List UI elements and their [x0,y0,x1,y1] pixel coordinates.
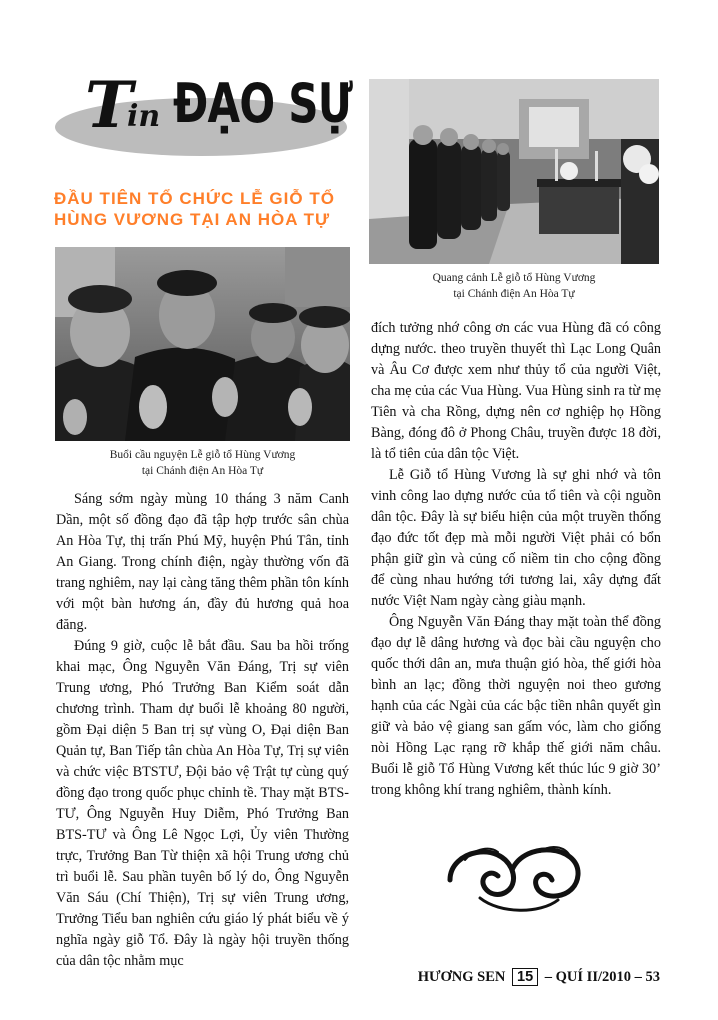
left-caption-line2: tại Chánh điện An Hòa Tự [141,465,264,477]
left-caption-line1: Buổi cầu nguyện Lễ giỗ tổ Hùng Vương [109,449,296,461]
body-paragraph: đích tưởng nhớ công ơn các vua Hùng đã có công dựng nước. theo truyền thuyết thì Lạc Long Quân và Âu Cơ được xem như thủy tổ của người Việt, cha mẹ của các Vua Hùng. Vua Hùng sinh ra từ mẹ Tiên và cha Rồng, dựng nên cơ nghiệp họ Hồng Bàng, đóng đô ở Phong Châu, truyền được 18 đời, là tổ tiên của dân tộc Việt. [371,320,661,462]
masthead-dao-su: ĐẠO SỰ [173,72,353,135]
photo-temple-interior [369,79,659,264]
masthead-in: in [127,99,161,134]
body-paragraph: Đúng 9 giờ, cuộc lễ bắt đầu. Sau ba hồi trống khai mạc, Ông Nguyễn Văn Đáng, Trị sự viên Trung ương, Phó Trưởng Ban Kiểm soát dẫn chương trình. Tham dự buổi lễ khoảng 80 người, gồm Đại diện 5 Ban trị sự vùng O, Đại diện Ban Quản tự, Ban Tiếp tân chùa An Hòa Tự, Trị sự viên và chức việc BTSTƯ, Đội bảo vệ Trật tự cùng quý đồng đạo trong quốc phục chỉnh tề. Thay mặt BTS-TƯ, Ông Nguyễn Huy Diễm, Phó Trưởng Ban BTS-TƯ và Ông Lê Ngọc Lợi, Ủy viên Thường trực, Trưởng Ban Từ thiện xã hội Trung ương chủ trì buổi lễ. Sau phần tuyên bố lý do, Ông Nguyễn Văn Sáu (Chí Thiện), Trị sự viên Trung ương, Trưởng Tiểu ban nghiên cứu giáo lý phát biểu về ý nghĩa ngày giỗ Tổ. Đây là ngày hội truyền thống của dân tộc nhằm mục [56,638,349,969]
body-column-left [56,489,349,972]
right-caption-line2: tại Chánh điện An Hòa Tự [453,288,575,300]
body-paragraph: Sáng sớm ngày mùng 10 tháng 3 năm Canh Dần, một số đồng đạo đã tập hợp trước sân chùa An Hòa Tự, thị trấn Phú Mỹ, huyện Phú Tân, tỉnh An Giang. Trong chính điện, ngày thường vốn đã trang nghiêm, nay lại càng tăng thêm phần tôn kính với một bàn hương án, đầy đủ hương quả hoa đăng. [56,491,349,633]
body-paragraph: Lễ Giỗ tổ Hùng Vương là sự ghi nhớ và tôn vinh công lao dựng nước của tổ tiên và cội nguồn dân tộc. Đây là sự biểu hiện của một truyền thống đạo đức tốt đẹp mà mỗi người Việt phải có bổn phận giữ gìn và củng cố niềm tin cho cộng đồng để cùng nhau hướng tới tương lai, xây dựng đất nước Việt Nam ngày càng giàu mạnh. [371,467,661,609]
article-title-line2: HÙNG VƯƠNG TẠI AN HÒA TỰ [54,210,331,229]
swirl-ornament-icon [440,830,590,916]
article-title [54,188,374,230]
page-footer [400,968,660,986]
body-paragraph: Ông Nguyễn Văn Đáng thay mặt toàn thể đồng đạo dự lễ dâng hương và đọc bài cầu nguyện cho quốc thới dân an, mưa thuận gió hòa, thế giới hòa bình an lạc; đồng thời nguyện noi theo gương hạnh của các Ngài của các bậc tiền nhân quyết gìn giữ và bảo vệ giang san gấm vóc, làm cho giống nòi Hồng Lạc rạng rỡ khắp thế giới năm châu. Buổi lễ giỗ Tổ Hùng Vương kết thúc lúc 9 giờ 30’ trong không khí trang nghiêm, thành kính. [371,614,661,798]
masthead-letter-t: T [85,68,133,143]
section-masthead [55,68,355,167]
footer-magazine-name: HƯƠNG SEN [417,969,506,985]
article-title-line1: ĐẦU TIÊN TỔ CHỨC LỄ GIỖ TỔ [54,189,335,208]
left-photo-caption [55,447,350,479]
right-caption-line1: Quang cảnh Lễ giỗ tổ Hùng Vương [432,272,596,284]
footer-issue-number: 15 [512,968,538,986]
body-column-right [371,318,661,801]
right-photo-caption [369,270,659,302]
footer-period-page: – QUÍ II/2010 – 53 [544,969,660,985]
photo-worshippers-praying [55,247,350,441]
